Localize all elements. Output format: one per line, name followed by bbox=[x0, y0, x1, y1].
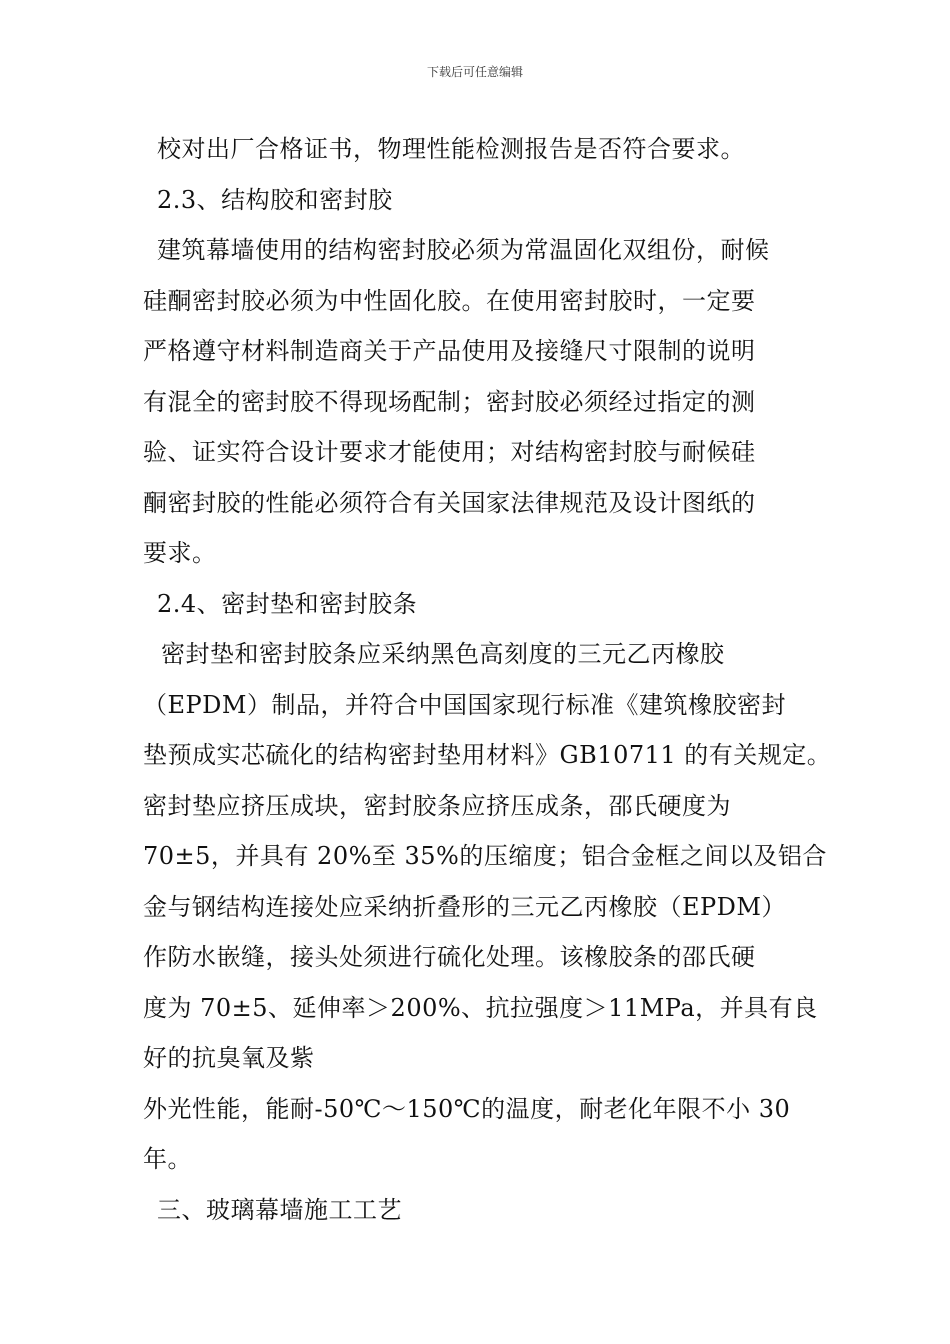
document-body bbox=[143, 124, 843, 1235]
paragraph-line: 年。 bbox=[143, 1145, 192, 1173]
paragraph-line: 密封垫和密封胶条应采纳黑色高刻度的三元乙丙橡胶 bbox=[161, 640, 725, 668]
paragraph-line: 金与钢结构连接处应采纳折叠形的三元乙丙橡胶（EPDM） bbox=[143, 892, 786, 921]
section-heading-3: 三、玻璃幕墙施工工艺 bbox=[157, 1195, 402, 1224]
paragraph-line: 严格遵守材料制造商关于产品使用及接缝尺寸限制的说明 bbox=[143, 337, 756, 365]
paragraph-line: 硅酮密封胶必须为中性固化胶。在使用密封胶时，一定要 bbox=[143, 286, 756, 315]
paragraph-line: 70±5，并具有 20%至 35%的压缩度；铝合金框之间以及铝合 bbox=[143, 842, 827, 870]
paragraph-line: 有混全的密封胶不得现场配制；密封胶必须经过指定的测 bbox=[143, 387, 756, 416]
paragraph-line: 验、证实符合设计要求才能使用；对结构密封胶与耐候硅 bbox=[143, 438, 756, 466]
paragraph-line: 建筑幕墙使用的结构密封胶必须为常温固化双组份，耐候 bbox=[157, 236, 770, 264]
paragraph-line: 酮密封胶的性能必须符合有关国家法律规范及设计图纸的 bbox=[143, 488, 756, 517]
paragraph-line: 度为 70±5、延伸率＞200%、抗拉强度＞11MPa，并具有良 bbox=[143, 993, 818, 1022]
paragraph-line: 垫预成实芯硫化的结构密封垫用材料》GB10711 的有关规定。 bbox=[143, 741, 832, 769]
paragraph-line: （EPDM）制品，并符合中国国家现行标准《建筑橡胶密封 bbox=[143, 690, 786, 719]
paragraph-line: 外光性能，能耐-50℃～150℃的温度，耐老化年限不小 30 bbox=[143, 1094, 791, 1123]
paragraph-line: 要求。 bbox=[143, 539, 217, 567]
paragraph-line: 校对出厂合格证书，物理性能检测报告是否符合要求。 bbox=[157, 135, 745, 163]
section-heading-2-4: 2.4、密封垫和密封胶条 bbox=[157, 589, 418, 618]
paragraph-line: 好的抗臭氧及紫 bbox=[143, 1044, 315, 1072]
page-header-note: 下载后可任意编辑 bbox=[426, 65, 523, 79]
section-heading-2-3: 2.3、结构胶和密封胶 bbox=[157, 185, 393, 214]
paragraph-line: 密封垫应挤压成块，密封胶条应挤压成条，邵氏硬度为 bbox=[143, 791, 731, 820]
paragraph-line: 作防水嵌缝，接头处须进行硫化处理。该橡胶条的邵氏硬 bbox=[143, 943, 756, 971]
